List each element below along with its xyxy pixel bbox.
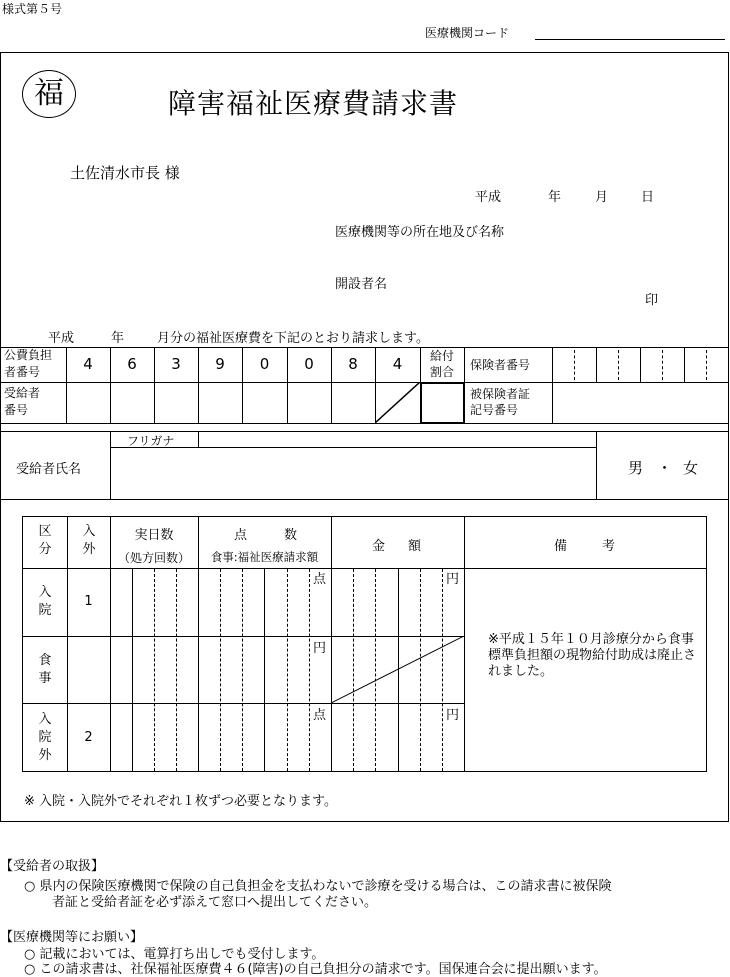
recipient-name-label: 受給者氏名: [16, 462, 82, 477]
recipient-number-label: 受給者 番号: [4, 386, 41, 417]
col-amount-a: 金: [372, 539, 386, 554]
institution-code-field[interactable]: [535, 39, 725, 40]
payer-digit[interactable]: 0: [259, 355, 270, 373]
date-era: 平成: [475, 190, 502, 205]
form-number: 様式第５号: [2, 2, 63, 16]
request-year: 年: [111, 331, 125, 346]
page-title: 障害福祉医療費請求書: [168, 87, 459, 120]
col-days-sub: （処方回数）: [117, 551, 190, 565]
unit-yen: 円: [446, 572, 460, 587]
unit-points: 点: [313, 572, 327, 587]
payer-digit[interactable]: 6: [127, 355, 137, 373]
payer-digit[interactable]: 4: [83, 355, 93, 373]
recipient-notes-heading: 【受給者の取扱】: [0, 859, 105, 874]
col-category: 区 分: [38, 524, 52, 557]
institution-code-label: 医療機関コード: [425, 26, 510, 40]
col-days: 実日数: [134, 528, 174, 543]
benefit-ratio-label: 給付 割合: [429, 349, 454, 379]
sex-female[interactable]: 女: [683, 459, 699, 477]
payer-digit[interactable]: 9: [215, 355, 225, 373]
col-points-a: 点: [234, 528, 248, 543]
diagonal-strike: [375, 382, 420, 423]
col-remarks-b: 考: [602, 539, 616, 554]
remark-text: ※平成１５年１０月診療分から食事標準負担額の現物給付助成は廃止されました。: [488, 632, 697, 679]
row-label-inpatient: 入 院: [38, 585, 52, 618]
founder-label: 開設者名: [335, 277, 388, 292]
row-code-inpatient: 1: [84, 594, 93, 609]
furigana-label: フリガナ: [127, 434, 175, 448]
unit-points: 点: [313, 708, 327, 723]
seal-character: 福: [34, 76, 64, 111]
institution-notes-item-1: ○ 記載においては、電算打ち出しでも受付します。: [24, 947, 325, 962]
recipient-notes-line-1: ○ 県内の保険医療機関で保険の自己負担金を支払わないで診療を受ける場合は、この請求書に被保険: [24, 879, 612, 894]
institution-notes-item-2: ○ この請求書は、社保福祉医療費４６(障害)の自己負担分の請求です。国保連合会に提出願います。: [24, 962, 607, 977]
payer-digit[interactable]: 4: [392, 355, 403, 373]
request-sentence: 月分の福祉医療費を下記のとおり請求します。: [157, 331, 429, 346]
request-era: 平成: [48, 331, 75, 346]
col-points-b: 数: [284, 528, 298, 543]
footnote: ※ 入院・入院外でそれぞれ１枚ずつ必要となります。: [24, 794, 337, 809]
col-remarks-a: 備: [554, 539, 568, 554]
unit-yen: 円: [446, 708, 460, 723]
benefit-ratio-field[interactable]: [420, 382, 465, 424]
date-day: 日: [641, 190, 655, 205]
addressee: 土佐清水市長 様: [70, 164, 180, 182]
facility-address-label: 医療機関等の所在地及び名称: [335, 225, 505, 240]
recipient-notes-line-2: 者証と受給者証を必ず添えて窓口へ提出してください。: [52, 895, 378, 910]
payer-digit[interactable]: 8: [348, 355, 358, 373]
col-amount-b: 額: [408, 539, 422, 554]
insurer-number-label: 保険者番号: [470, 358, 531, 372]
sex-separator: ・: [657, 459, 673, 477]
row-label-outpatient: 入 院 外: [38, 712, 52, 763]
institution-notes-heading: 【医療機関等にお願い】: [0, 930, 144, 945]
row-code-outpatient: 2: [84, 730, 93, 745]
payer-digit[interactable]: 0: [304, 355, 314, 373]
date-year: 年: [548, 190, 562, 205]
unit-yen: 円: [313, 641, 327, 656]
insured-card-label: 被保険者証 記号番号: [470, 387, 531, 417]
col-in-out: 入 外: [82, 524, 96, 557]
recipient-name-field[interactable]: [112, 449, 594, 497]
payer-digit[interactable]: 3: [171, 355, 181, 373]
stamp-label: 印: [645, 293, 659, 308]
col-points-sub: 食事:福祉医療請求額: [210, 550, 319, 564]
meal-amount-strike: [331, 636, 464, 703]
sex-male[interactable]: 男: [628, 459, 644, 477]
payer-number-label: 公費負担 者番号: [4, 348, 53, 379]
row-label-meal: 食 事: [38, 653, 52, 686]
date-month: 月: [595, 190, 609, 205]
